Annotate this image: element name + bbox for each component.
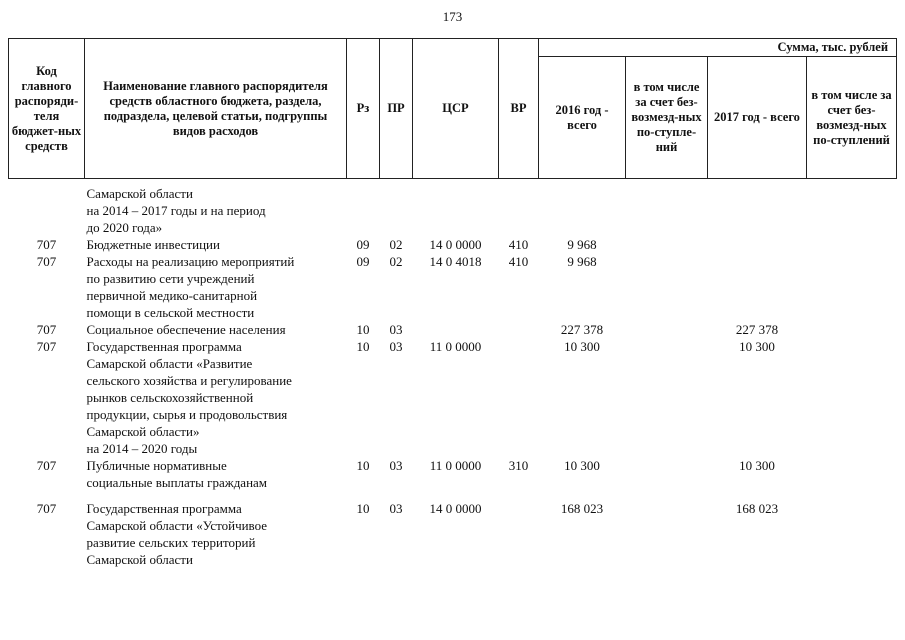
cell-y2017-free: [807, 338, 897, 457]
cell-name: Расходы на реализацию мероприятий по развитию сети учреждений первичной медико-санитарной помощи в сельской местности: [86, 254, 295, 320]
table-row: [9, 338, 897, 457]
table-row: [9, 236, 897, 253]
page-number: 173: [442, 9, 463, 24]
cell-y2016: [539, 185, 626, 236]
cell-vr: 310: [508, 458, 529, 473]
cell-pr: [380, 185, 413, 236]
table-row: [9, 253, 897, 321]
cell-rz: [347, 185, 380, 236]
cell-pr: 02: [389, 254, 403, 269]
cell-rz: 10: [356, 322, 370, 337]
cell-y2017: 227 378: [735, 322, 779, 337]
cell-code: 707: [36, 254, 57, 269]
cell-y2016: 227 378: [560, 322, 604, 337]
cell-code: 707: [36, 322, 57, 337]
table-row: [9, 321, 897, 338]
cell-pr: 02: [389, 237, 403, 252]
cell-vr: [499, 338, 539, 457]
cell-code: 707: [36, 458, 57, 473]
cell-vr: [499, 500, 539, 568]
cell-y2016-free: [626, 457, 708, 491]
table-body: [9, 179, 897, 569]
header-y2017-free: в том числе за счет без-возмезд-ных по-ступлений: [807, 57, 897, 179]
cell-pr: 03: [389, 322, 403, 337]
cell-code: 707: [36, 339, 57, 354]
table-row: [9, 500, 897, 568]
cell-code: 707: [36, 501, 57, 516]
cell-vr: 410: [508, 237, 529, 252]
cell-pr: 03: [389, 339, 403, 354]
cell-y2016-free: [626, 500, 708, 568]
cell-y2017: 10 300: [739, 458, 775, 473]
header-vr: ВР: [499, 39, 539, 179]
cell-y2017-free: [807, 236, 897, 253]
cell-rz: 09: [356, 254, 370, 269]
cell-y2016: 9 968: [567, 254, 597, 269]
cell-y2016: 9 968: [567, 237, 597, 252]
cell-y2017: 10 300: [739, 339, 775, 354]
header-pr: ПР: [380, 39, 413, 179]
header-rz: Рз: [347, 39, 380, 179]
cell-y2017: [708, 185, 807, 236]
header-y2017: 2017 год - всего: [708, 57, 807, 179]
cell-y2016: 10 300: [564, 458, 600, 473]
cell-y2017: 168 023: [735, 501, 779, 516]
cell-y2016: 10 300: [564, 339, 600, 354]
header-csr: ЦСР: [413, 39, 499, 179]
header-y2016: 2016 год - всего: [539, 57, 626, 179]
cell-name: Государственная программа Самарской области «Развитие сельского хозяйства и регулирование рынков сельскохозяйственной продукции, сырья и продовольствия Самарской области» на 2014 – 2020 годы: [86, 339, 292, 456]
table-header: [9, 39, 897, 179]
header-sum: Сумма, тыс. рублей: [539, 39, 897, 57]
cell-y2016-free: [626, 253, 708, 321]
cell-y2016-free: [626, 338, 708, 457]
cell-y2017-free: [807, 321, 897, 338]
cell-vr: [499, 185, 539, 236]
cell-name: Государственная программа Самарской области «Устойчивое развитие сельских территорий Самарской области: [86, 501, 268, 567]
cell-y2016-free: [626, 236, 708, 253]
cell-name: Самарской области на 2014 – 2017 годы и на период до 2020 года»: [86, 186, 266, 235]
header-code: Код главного распоряди-теля бюджет-ных средств: [9, 39, 85, 179]
cell-name: Бюджетные инвестиции: [86, 237, 220, 252]
cell-csr: 14 0 0000: [429, 501, 482, 516]
cell-pr: 03: [389, 501, 403, 516]
cell-rz: 10: [356, 501, 370, 516]
cell-csr: [413, 185, 499, 236]
cell-y2017: [708, 253, 807, 321]
cell-csr: 14 0 4018: [429, 254, 482, 269]
cell-name: Социальное обеспечение населения: [86, 322, 286, 337]
cell-y2017: [708, 236, 807, 253]
spacer-row: [9, 491, 897, 500]
cell-rz: 10: [356, 339, 370, 354]
header-y2016-free: в том числе за счет без-возмезд-ных по-ступле-ний: [626, 57, 708, 179]
table-row: [9, 457, 897, 491]
cell-code: 707: [36, 237, 57, 252]
cell-y2016-free: [626, 185, 708, 236]
cell-rz: 09: [356, 237, 370, 252]
cell-csr: 11 0 0000: [429, 458, 482, 473]
cell-y2017-free: [807, 457, 897, 491]
cell-y2017-free: [807, 253, 897, 321]
cell-csr: 14 0 0000: [429, 237, 482, 252]
cell-csr: [413, 321, 499, 338]
cell-vr: [499, 321, 539, 338]
table-row: [9, 185, 897, 236]
cell-name: Публичные нормативные социальные выплаты гражданам: [86, 458, 268, 490]
cell-pr: 03: [389, 458, 403, 473]
cell-y2017-free: [807, 185, 897, 236]
cell-csr: 11 0 0000: [429, 339, 482, 354]
cell-y2016: 168 023: [560, 501, 604, 516]
cell-y2016-free: [626, 321, 708, 338]
cell-vr: 410: [508, 254, 529, 269]
cell-code: [9, 185, 85, 236]
budget-table: [8, 38, 897, 568]
header-name: Наименование главного распорядителя средств областного бюджета, раздела, подраздела, целевой статьи, подгруппы видов расходов: [85, 39, 347, 179]
cell-rz: 10: [356, 458, 370, 473]
cell-y2017-free: [807, 500, 897, 568]
